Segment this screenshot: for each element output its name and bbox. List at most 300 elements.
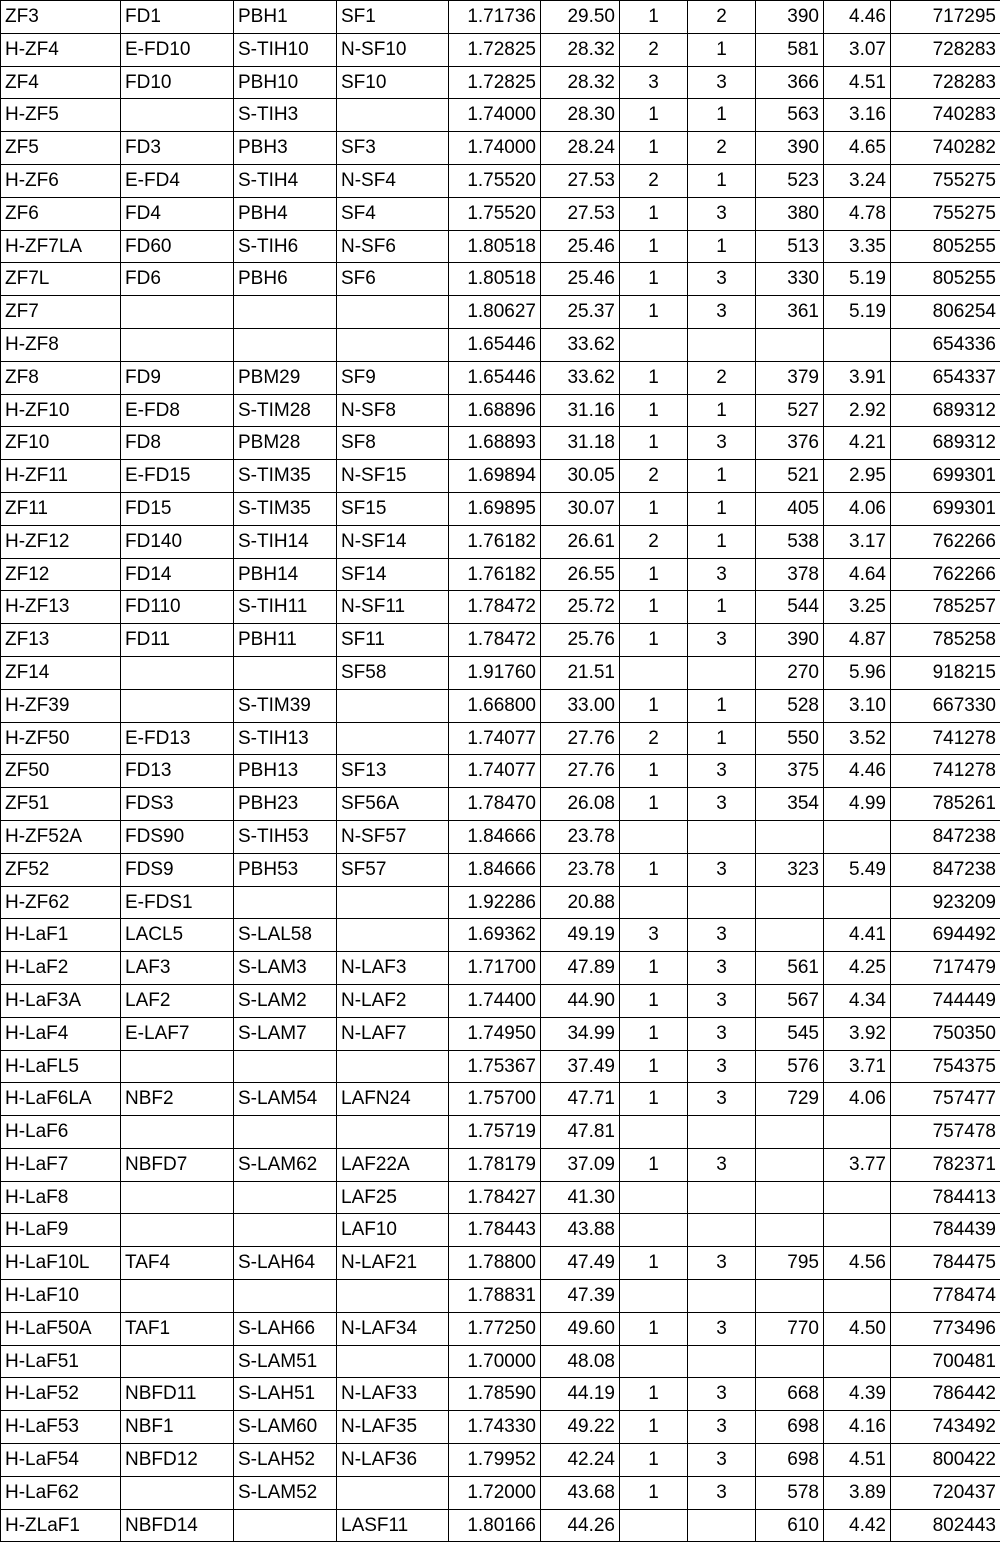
- cell-alt-code-1: FDS3: [121, 788, 234, 821]
- cell-alt-code-3: SF57: [337, 853, 449, 886]
- cell-glass-code: ZF7: [1, 296, 121, 329]
- cell-glass-number: 740283: [891, 99, 1000, 132]
- cell-abbe-number: 33.62: [541, 361, 620, 394]
- cell-value-d: [824, 820, 891, 853]
- cell-alt-code-2: [234, 1116, 337, 1149]
- cell-value-c: 610: [756, 1509, 824, 1542]
- cell-glass-number: 785261: [891, 788, 1000, 821]
- cell-alt-code-1: E-FD10: [121, 33, 234, 66]
- table-row: [1, 1148, 1000, 1181]
- cell-value-a: [620, 1280, 688, 1313]
- cell-alt-code-3: N-SF8: [337, 394, 449, 427]
- cell-alt-code-1: [121, 1345, 234, 1378]
- cell-alt-code-2: S-LAM54: [234, 1083, 337, 1116]
- cell-abbe-number: 26.08: [541, 788, 620, 821]
- table-row: [1, 722, 1000, 755]
- cell-value-b: 3: [688, 263, 756, 296]
- cell-value-c: 330: [756, 263, 824, 296]
- cell-alt-code-3: [337, 722, 449, 755]
- cell-abbe-number: 47.39: [541, 1280, 620, 1313]
- cell-value-d: 2.95: [824, 460, 891, 493]
- cell-value-c: 544: [756, 591, 824, 624]
- cell-value-d: [824, 1181, 891, 1214]
- cell-glass-number: 762266: [891, 558, 1000, 591]
- cell-value-c: 361: [756, 296, 824, 329]
- cell-glass-number: 699301: [891, 460, 1000, 493]
- cell-glass-number: 720437: [891, 1476, 1000, 1509]
- cell-alt-code-2: PBH3: [234, 132, 337, 165]
- cell-value-a: 1: [620, 1312, 688, 1345]
- cell-value-d: 5.96: [824, 656, 891, 689]
- cell-abbe-number: 31.16: [541, 394, 620, 427]
- cell-glass-number: 785257: [891, 591, 1000, 624]
- cell-glass-code: H-ZF10: [1, 394, 121, 427]
- cell-value-c: 378: [756, 558, 824, 591]
- cell-value-d: 3.25: [824, 591, 891, 624]
- cell-alt-code-3: N-LAF21: [337, 1247, 449, 1280]
- cell-glass-code: ZF51: [1, 788, 121, 821]
- cell-glass-number: 654336: [891, 328, 1000, 361]
- cell-glass-code: ZF12: [1, 558, 121, 591]
- cell-glass-code: H-ZF8: [1, 328, 121, 361]
- cell-value-a: 1: [620, 1, 688, 34]
- cell-value-d: 3.35: [824, 230, 891, 263]
- cell-value-a: 1: [620, 1083, 688, 1116]
- cell-value-a: 1: [620, 230, 688, 263]
- cell-value-d: [824, 1214, 891, 1247]
- cell-abbe-number: 47.49: [541, 1247, 620, 1280]
- cell-abbe-number: 30.07: [541, 492, 620, 525]
- cell-value-d: 3.71: [824, 1050, 891, 1083]
- cell-value-d: 4.39: [824, 1378, 891, 1411]
- cell-value-a: 1: [620, 361, 688, 394]
- cell-alt-code-3: N-LAF34: [337, 1312, 449, 1345]
- cell-refractive-index: 1.72000: [449, 1476, 541, 1509]
- cell-abbe-number: 49.60: [541, 1312, 620, 1345]
- cell-value-d: 4.16: [824, 1411, 891, 1444]
- cell-alt-code-2: S-LAM60: [234, 1411, 337, 1444]
- cell-value-d: 4.21: [824, 427, 891, 460]
- table-row: [1, 788, 1000, 821]
- cell-value-c: 376: [756, 427, 824, 460]
- table-row: [1, 1214, 1000, 1247]
- cell-refractive-index: 1.69362: [449, 919, 541, 952]
- cell-alt-code-2: S-TIM35: [234, 492, 337, 525]
- cell-glass-code: H-LaF50A: [1, 1312, 121, 1345]
- cell-alt-code-2: S-TIH53: [234, 820, 337, 853]
- cell-value-a: [620, 820, 688, 853]
- cell-value-b: 1: [688, 689, 756, 722]
- cell-value-a: 1: [620, 1017, 688, 1050]
- cell-abbe-number: 44.26: [541, 1509, 620, 1542]
- cell-refractive-index: 1.78179: [449, 1148, 541, 1181]
- table-row: [1, 1116, 1000, 1149]
- cell-value-b: 1: [688, 164, 756, 197]
- table-row: [1, 591, 1000, 624]
- cell-value-d: 3.16: [824, 99, 891, 132]
- cell-refractive-index: 1.78443: [449, 1214, 541, 1247]
- cell-value-b: 3: [688, 919, 756, 952]
- cell-alt-code-3: N-LAF33: [337, 1378, 449, 1411]
- cell-abbe-number: 49.22: [541, 1411, 620, 1444]
- cell-alt-code-2: [234, 1050, 337, 1083]
- cell-abbe-number: 25.76: [541, 624, 620, 657]
- cell-abbe-number: 47.81: [541, 1116, 620, 1149]
- cell-alt-code-1: NBF1: [121, 1411, 234, 1444]
- cell-refractive-index: 1.76182: [449, 525, 541, 558]
- cell-alt-code-1: E-FD4: [121, 164, 234, 197]
- cell-alt-code-3: LASF11: [337, 1509, 449, 1542]
- cell-abbe-number: 28.30: [541, 99, 620, 132]
- cell-alt-code-3: [337, 296, 449, 329]
- cell-alt-code-3: N-LAF2: [337, 984, 449, 1017]
- cell-value-b: [688, 886, 756, 919]
- cell-glass-number: 744449: [891, 984, 1000, 1017]
- cell-glass-code: H-ZF11: [1, 460, 121, 493]
- cell-glass-code: ZF52: [1, 853, 121, 886]
- cell-glass-number: 757478: [891, 1116, 1000, 1149]
- cell-value-a: [620, 1345, 688, 1378]
- cell-value-d: [824, 328, 891, 361]
- cell-alt-code-3: N-SF4: [337, 164, 449, 197]
- cell-value-d: 4.41: [824, 919, 891, 952]
- table-row: [1, 1378, 1000, 1411]
- table-row: [1, 689, 1000, 722]
- cell-alt-code-1: [121, 1050, 234, 1083]
- cell-alt-code-1: NBFD11: [121, 1378, 234, 1411]
- cell-alt-code-2: S-LAM62: [234, 1148, 337, 1181]
- cell-alt-code-1: FD3: [121, 132, 234, 165]
- cell-value-c: 576: [756, 1050, 824, 1083]
- cell-value-a: 2: [620, 722, 688, 755]
- cell-abbe-number: 21.51: [541, 656, 620, 689]
- cell-alt-code-1: [121, 689, 234, 722]
- table-row: [1, 1, 1000, 34]
- cell-abbe-number: 33.00: [541, 689, 620, 722]
- table-row: [1, 886, 1000, 919]
- table-row: [1, 164, 1000, 197]
- table-row: [1, 952, 1000, 985]
- cell-value-c: [756, 1345, 824, 1378]
- cell-alt-code-1: FD8: [121, 427, 234, 460]
- cell-value-d: 4.06: [824, 1083, 891, 1116]
- cell-value-d: 4.65: [824, 132, 891, 165]
- cell-glass-number: 689312: [891, 427, 1000, 460]
- cell-value-a: 1: [620, 99, 688, 132]
- cell-alt-code-3: LAF10: [337, 1214, 449, 1247]
- cell-refractive-index: 1.80518: [449, 263, 541, 296]
- cell-glass-number: 786442: [891, 1378, 1000, 1411]
- cell-value-d: 3.92: [824, 1017, 891, 1050]
- cell-alt-code-2: S-LAH66: [234, 1312, 337, 1345]
- table-row: [1, 1312, 1000, 1345]
- cell-alt-code-3: LAFN24: [337, 1083, 449, 1116]
- cell-alt-code-3: N-LAF3: [337, 952, 449, 985]
- cell-alt-code-2: S-LAH51: [234, 1378, 337, 1411]
- cell-alt-code-3: SF8: [337, 427, 449, 460]
- cell-refractive-index: 1.71700: [449, 952, 541, 985]
- cell-alt-code-2: S-TIH11: [234, 591, 337, 624]
- cell-refractive-index: 1.77250: [449, 1312, 541, 1345]
- cell-glass-code: ZF50: [1, 755, 121, 788]
- cell-value-d: [824, 886, 891, 919]
- cell-value-d: 3.07: [824, 33, 891, 66]
- cell-value-c: 270: [756, 656, 824, 689]
- cell-abbe-number: 26.55: [541, 558, 620, 591]
- cell-alt-code-2: PBH10: [234, 66, 337, 99]
- cell-abbe-number: 25.37: [541, 296, 620, 329]
- cell-value-a: 1: [620, 394, 688, 427]
- cell-glass-code: ZF4: [1, 66, 121, 99]
- cell-value-d: 4.56: [824, 1247, 891, 1280]
- cell-refractive-index: 1.74400: [449, 984, 541, 1017]
- cell-value-c: 578: [756, 1476, 824, 1509]
- cell-glass-code: ZF3: [1, 1, 121, 34]
- cell-value-d: 4.46: [824, 1, 891, 34]
- cell-glass-number: 784413: [891, 1181, 1000, 1214]
- cell-value-d: 4.46: [824, 755, 891, 788]
- cell-value-a: 1: [620, 591, 688, 624]
- cell-value-a: 1: [620, 788, 688, 821]
- cell-alt-code-2: S-LAM2: [234, 984, 337, 1017]
- cell-refractive-index: 1.65446: [449, 328, 541, 361]
- cell-refractive-index: 1.74000: [449, 132, 541, 165]
- cell-alt-code-2: [234, 656, 337, 689]
- cell-abbe-number: 29.50: [541, 1, 620, 34]
- cell-alt-code-2: [234, 1214, 337, 1247]
- cell-abbe-number: 37.49: [541, 1050, 620, 1083]
- cell-refractive-index: 1.74330: [449, 1411, 541, 1444]
- cell-value-c: 729: [756, 1083, 824, 1116]
- cell-glass-code: H-LaF8: [1, 1181, 121, 1214]
- cell-value-d: 4.25: [824, 952, 891, 985]
- cell-glass-code: H-LaF3A: [1, 984, 121, 1017]
- cell-alt-code-2: [234, 328, 337, 361]
- cell-glass-code: H-LaF4: [1, 1017, 121, 1050]
- cell-value-c: [756, 886, 824, 919]
- cell-refractive-index: 1.68893: [449, 427, 541, 460]
- cell-value-b: 1: [688, 492, 756, 525]
- cell-abbe-number: 23.78: [541, 820, 620, 853]
- cell-alt-code-2: PBH4: [234, 197, 337, 230]
- cell-glass-number: 694492: [891, 919, 1000, 952]
- cell-value-c: 405: [756, 492, 824, 525]
- cell-alt-code-2: S-TIH4: [234, 164, 337, 197]
- cell-abbe-number: 43.88: [541, 1214, 620, 1247]
- table-row: [1, 525, 1000, 558]
- table-row: [1, 66, 1000, 99]
- cell-alt-code-1: FD6: [121, 263, 234, 296]
- cell-alt-code-3: SF6: [337, 263, 449, 296]
- cell-abbe-number: 28.32: [541, 33, 620, 66]
- cell-glass-code: H-LaF54: [1, 1444, 121, 1477]
- cell-alt-code-1: [121, 1214, 234, 1247]
- cell-glass-number: 805255: [891, 263, 1000, 296]
- cell-refractive-index: 1.69895: [449, 492, 541, 525]
- cell-value-a: [620, 1509, 688, 1542]
- cell-alt-code-2: PBH1: [234, 1, 337, 34]
- cell-value-b: 3: [688, 197, 756, 230]
- cell-value-b: [688, 656, 756, 689]
- cell-value-a: 1: [620, 984, 688, 1017]
- cell-value-a: [620, 328, 688, 361]
- cell-refractive-index: 1.78590: [449, 1378, 541, 1411]
- cell-value-c: 375: [756, 755, 824, 788]
- cell-value-d: 4.78: [824, 197, 891, 230]
- cell-abbe-number: 27.76: [541, 722, 620, 755]
- cell-alt-code-1: [121, 328, 234, 361]
- cell-alt-code-3: [337, 1116, 449, 1149]
- cell-glass-code: H-LaF10L: [1, 1247, 121, 1280]
- cell-glass-code: ZF13: [1, 624, 121, 657]
- cell-value-c: [756, 328, 824, 361]
- cell-abbe-number: 37.09: [541, 1148, 620, 1181]
- cell-glass-code: H-ZF62: [1, 886, 121, 919]
- cell-refractive-index: 1.80627: [449, 296, 541, 329]
- cell-refractive-index: 1.84666: [449, 820, 541, 853]
- cell-refractive-index: 1.78800: [449, 1247, 541, 1280]
- cell-value-c: 366: [756, 66, 824, 99]
- cell-glass-number: 778474: [891, 1280, 1000, 1313]
- table-row: [1, 230, 1000, 263]
- cell-alt-code-2: PBH11: [234, 624, 337, 657]
- cell-value-b: 1: [688, 460, 756, 493]
- cell-value-b: [688, 1214, 756, 1247]
- cell-glass-code: ZF10: [1, 427, 121, 460]
- cell-alt-code-3: SF10: [337, 66, 449, 99]
- cell-value-d: 3.91: [824, 361, 891, 394]
- cell-glass-number: 728283: [891, 66, 1000, 99]
- cell-value-c: 668: [756, 1378, 824, 1411]
- cell-value-a: 1: [620, 1148, 688, 1181]
- cell-value-c: 795: [756, 1247, 824, 1280]
- cell-alt-code-1: E-FD15: [121, 460, 234, 493]
- cell-alt-code-2: S-TIM28: [234, 394, 337, 427]
- cell-glass-code: H-LaF10: [1, 1280, 121, 1313]
- cell-alt-code-1: FDS90: [121, 820, 234, 853]
- cell-alt-code-2: S-LAM3: [234, 952, 337, 985]
- table-row: [1, 33, 1000, 66]
- cell-value-b: 3: [688, 1444, 756, 1477]
- table-row: [1, 263, 1000, 296]
- cell-value-d: [824, 1116, 891, 1149]
- table-row: [1, 755, 1000, 788]
- cell-glass-number: 741278: [891, 722, 1000, 755]
- table-row: [1, 492, 1000, 525]
- cell-alt-code-2: S-LAM51: [234, 1345, 337, 1378]
- cell-abbe-number: 44.19: [541, 1378, 620, 1411]
- cell-glass-code: H-ZF50: [1, 722, 121, 755]
- cell-alt-code-1: E-FD13: [121, 722, 234, 755]
- cell-refractive-index: 1.78472: [449, 591, 541, 624]
- cell-refractive-index: 1.92286: [449, 886, 541, 919]
- cell-value-a: 2: [620, 460, 688, 493]
- cell-alt-code-3: N-SF14: [337, 525, 449, 558]
- table-row: [1, 1280, 1000, 1313]
- cell-value-a: 1: [620, 624, 688, 657]
- cell-alt-code-1: E-FD8: [121, 394, 234, 427]
- cell-value-c: 379: [756, 361, 824, 394]
- cell-refractive-index: 1.80518: [449, 230, 541, 263]
- table-row: [1, 1083, 1000, 1116]
- cell-abbe-number: 20.88: [541, 886, 620, 919]
- table-row: [1, 132, 1000, 165]
- table-row: [1, 624, 1000, 657]
- cell-value-b: [688, 1509, 756, 1542]
- cell-value-a: 1: [620, 952, 688, 985]
- cell-alt-code-1: TAF1: [121, 1312, 234, 1345]
- cell-refractive-index: 1.78470: [449, 788, 541, 821]
- cell-value-b: [688, 328, 756, 361]
- cell-abbe-number: 25.72: [541, 591, 620, 624]
- cell-alt-code-1: LAF2: [121, 984, 234, 1017]
- cell-value-c: [756, 1181, 824, 1214]
- cell-value-c: [756, 1280, 824, 1313]
- cell-value-b: 3: [688, 1411, 756, 1444]
- cell-alt-code-2: S-TIH14: [234, 525, 337, 558]
- table-row: [1, 1476, 1000, 1509]
- cell-refractive-index: 1.91760: [449, 656, 541, 689]
- cell-value-b: 1: [688, 99, 756, 132]
- cell-value-c: 323: [756, 853, 824, 886]
- cell-alt-code-1: FD13: [121, 755, 234, 788]
- cell-value-b: 3: [688, 1050, 756, 1083]
- cell-value-b: 3: [688, 1148, 756, 1181]
- cell-value-d: 3.10: [824, 689, 891, 722]
- cell-value-b: 3: [688, 1476, 756, 1509]
- cell-glass-code: H-LaF2: [1, 952, 121, 985]
- cell-alt-code-2: PBM29: [234, 361, 337, 394]
- cell-value-b: [688, 1345, 756, 1378]
- cell-refractive-index: 1.80166: [449, 1509, 541, 1542]
- cell-value-a: 1: [620, 263, 688, 296]
- cell-abbe-number: 31.18: [541, 427, 620, 460]
- cell-alt-code-3: SF13: [337, 755, 449, 788]
- cell-alt-code-3: LAF22A: [337, 1148, 449, 1181]
- cell-value-b: 2: [688, 361, 756, 394]
- cell-value-b: 1: [688, 33, 756, 66]
- cell-refractive-index: 1.75719: [449, 1116, 541, 1149]
- cell-alt-code-2: S-TIH6: [234, 230, 337, 263]
- cell-glass-number: 689312: [891, 394, 1000, 427]
- cell-value-c: 390: [756, 624, 824, 657]
- table-row: [1, 99, 1000, 132]
- cell-value-d: [824, 1280, 891, 1313]
- cell-alt-code-2: PBM28: [234, 427, 337, 460]
- table-row: [1, 197, 1000, 230]
- cell-value-c: 521: [756, 460, 824, 493]
- cell-refractive-index: 1.84666: [449, 853, 541, 886]
- cell-abbe-number: 47.89: [541, 952, 620, 985]
- table-row: [1, 1411, 1000, 1444]
- cell-alt-code-2: [234, 886, 337, 919]
- cell-glass-code: H-ZF39: [1, 689, 121, 722]
- cell-alt-code-1: FD10: [121, 66, 234, 99]
- table-row: [1, 1181, 1000, 1214]
- cell-value-c: 545: [756, 1017, 824, 1050]
- cell-alt-code-3: N-SF57: [337, 820, 449, 853]
- table-row: [1, 361, 1000, 394]
- cell-value-d: 2.92: [824, 394, 891, 427]
- cell-glass-number: 800422: [891, 1444, 1000, 1477]
- table-row: [1, 1050, 1000, 1083]
- cell-abbe-number: 27.76: [541, 755, 620, 788]
- cell-alt-code-1: TAF4: [121, 1247, 234, 1280]
- cell-alt-code-2: S-TIH13: [234, 722, 337, 755]
- cell-glass-code: H-ZF12: [1, 525, 121, 558]
- table-row: [1, 853, 1000, 886]
- cell-abbe-number: 23.78: [541, 853, 620, 886]
